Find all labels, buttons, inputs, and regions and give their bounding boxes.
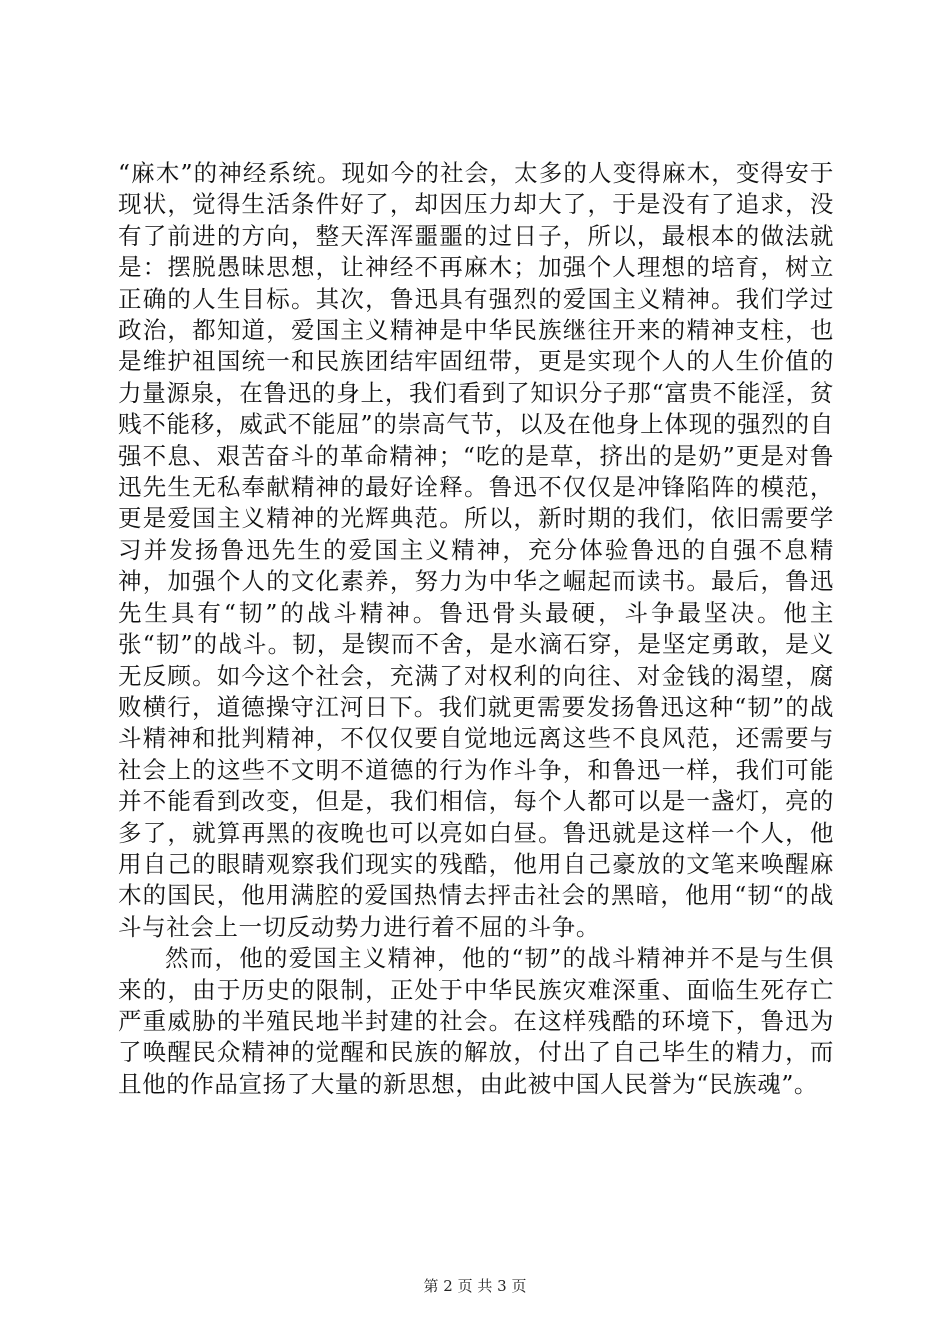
paragraph-2: 然而，他的爱国主义精神，他的“韧”的战斗精神并不是与生俱来的，由于历史的限制，正处于中华民族灾难深重、面临生死存亡严重威胁的半殖民地半封建的社会。在这样残酷的环境下，鲁迅为了唤醒民众精神的觉醒和民族的解放，付出了自己毕生的精力，而且他的作品宣扬了大量的新思想，由此被中国人民誉为“民族魂”。 bbox=[118, 944, 834, 1098]
paragraph-1: “麻木”的神经系统。现如今的社会，太多的人变得麻木，变得安于现状，觉得生活条件好了，却因压力却大了，于是没有了追求，没有了前进的方向，整天浑浑噩噩的过日子，所以，最根本的做法就是：摆脱愚昧思想，让神经不再麻木；加强个人理想的培育，树立正确的人生目标。其次，鲁迅具有强烈的爱国主义精神。我们学过政治，都知道，爱国主义精神是中华民族继往开来的精神支柱，也是维护祖国统一和民族团结牢固纽带，更是实现个人的人生价值的力量源泉，在鲁迅的身上，我们看到了知识分子那“富贵不能淫，贫贱不能移，威武不能屈”的崇高气节，以及在他身上体现的强烈的自强不息、艰苦奋斗的革命精神；“吃的是草，挤出的是奶”更是对鲁迅先生无私奉献精神的最好诠释。鲁迅不仅仅是冲锋陷阵的模范，更是爱国主义精神的光辉典范。所以，新时期的我们，依旧需要学习并发扬鲁迅先生的爱国主义精神，充分体验鲁迅的自强不息精神，加强个人的文化素养，努力为中华之崛起而读书。最后，鲁迅先生具有“韧”的战斗精神。鲁迅骨头最硬，斗争最坚决。他主张“韧”的战斗。韧，是锲而不舍，是水滴石穿，是坚定勇敢，是义无反顾。如今这个社会，充满了对权利的向往、对金钱的渴望，腐败横行，道德操守江河日下。我们就更需要发扬鲁迅这种“韧”的战斗精神和批判精神，不仅仅要自觉地远离这些不良风范，还需要与社会上的这些不文明不道德的行为作斗争，和鲁迅一样，我们可能并不能看到改变，但是，我们相信，每个人都可以是一盏灯，亮的多了，就算再黑的夜晚也可以亮如白昼。鲁迅就是这样一个人，他用自己的眼睛观察我们现实的残酷，他用自己豪放的文笔来唤醒麻木的国民，他用满腔的爱国热情去抨击社会的黑暗，他用“韧“的战斗与社会上一切反动势力进行着不屈的斗争。 bbox=[118, 159, 834, 941]
page-footer: 第 2 页 共 3 页 bbox=[423, 1277, 527, 1295]
body-text bbox=[118, 158, 834, 1100]
